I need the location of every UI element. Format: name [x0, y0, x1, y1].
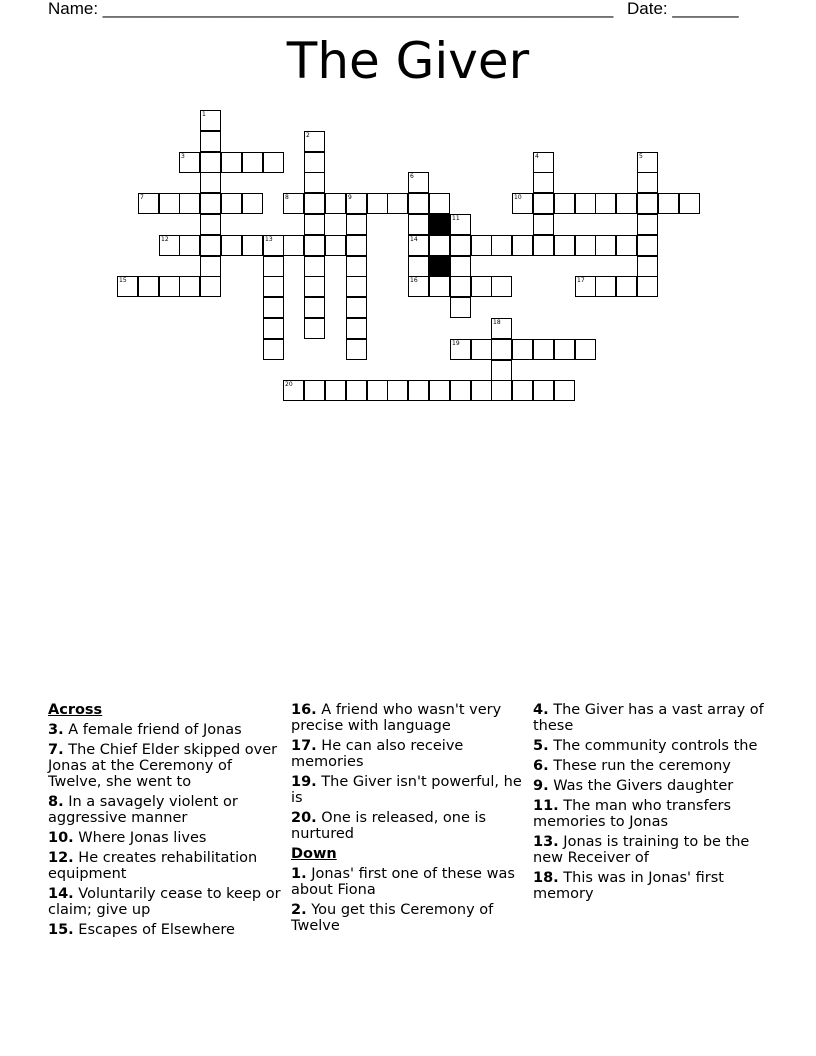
clue-across-17: [291, 738, 527, 770]
clue-number: 6.: [533, 758, 549, 774]
clue-text: He can also receive memories: [291, 738, 464, 770]
grid-cell[interactable]: [408, 193, 429, 214]
clue-number-label: 4: [535, 153, 539, 160]
grid-cell[interactable]: [491, 318, 512, 339]
clue-down-5: [533, 738, 769, 754]
clue-number-label: 8: [285, 194, 289, 201]
grid-cell[interactable]: [491, 276, 512, 297]
clue-number: 8.: [48, 794, 64, 810]
clue-number-label: 7: [140, 194, 144, 201]
clue-across-10: [48, 830, 284, 846]
clue-number: 5.: [533, 738, 549, 754]
grid-cell[interactable]: [616, 193, 637, 214]
grid-cell[interactable]: [408, 256, 429, 277]
grid-cell[interactable]: [429, 276, 450, 297]
clue-text: Jonas' first one of these was about Fiona: [291, 866, 515, 898]
clue-text: Jonas is training to be the new Receiver of: [533, 834, 750, 866]
clue-number: 15.: [48, 922, 74, 938]
grid-cell[interactable]: [325, 193, 346, 214]
clue-down-1: [291, 866, 527, 898]
grid-cell[interactable]: [179, 152, 200, 173]
grid-cell-shaded: [429, 214, 450, 235]
clue-number: 20.: [291, 810, 317, 826]
grid-cell[interactable]: [554, 193, 575, 214]
clue-number-label: 17: [577, 277, 585, 284]
clue-number: 9.: [533, 778, 549, 794]
grid-cell[interactable]: [304, 172, 325, 193]
grid-cell[interactable]: [512, 380, 533, 401]
clue-number-label: 19: [452, 340, 460, 347]
grid-cell[interactable]: [429, 380, 450, 401]
grid-cell[interactable]: [387, 193, 408, 214]
grid-cell[interactable]: [200, 152, 221, 173]
grid-cell[interactable]: [346, 339, 367, 360]
across-heading: Across: [48, 702, 103, 718]
grid-cell[interactable]: [138, 276, 159, 297]
clue-number-label: 20: [285, 381, 293, 388]
crossword-grid: [0, 0, 816, 420]
grid-cell[interactable]: [637, 214, 658, 235]
grid-cell[interactable]: [367, 193, 388, 214]
grid-cell[interactable]: [533, 339, 554, 360]
clue-text: The Giver has a vast array of these: [533, 702, 764, 734]
grid-cell[interactable]: [450, 297, 471, 318]
clue-number: 19.: [291, 774, 317, 790]
grid-cell[interactable]: [408, 276, 429, 297]
grid-cell[interactable]: [304, 256, 325, 277]
grid-cell[interactable]: [242, 193, 263, 214]
clue-down-13: [533, 834, 769, 866]
clue-number-label: 3: [181, 153, 185, 160]
grid-cell[interactable]: [263, 276, 284, 297]
grid-cell[interactable]: [595, 235, 616, 256]
clue-number: 4.: [533, 702, 549, 718]
grid-cell[interactable]: [304, 152, 325, 173]
clue-text: The community controls the: [553, 738, 758, 754]
grid-cell[interactable]: [408, 172, 429, 193]
grid-cell[interactable]: [304, 131, 325, 152]
grid-cell[interactable]: [200, 214, 221, 235]
grid-cell[interactable]: [471, 339, 492, 360]
grid-cell[interactable]: [325, 380, 346, 401]
grid-cell[interactable]: [408, 214, 429, 235]
grid-cell[interactable]: [616, 276, 637, 297]
clue-down-11: [533, 798, 769, 830]
grid-cell[interactable]: [471, 235, 492, 256]
grid-cell[interactable]: [346, 318, 367, 339]
grid-cell[interactable]: [658, 193, 679, 214]
grid-cell[interactable]: [138, 193, 159, 214]
clue-number: 16.: [291, 702, 317, 718]
clue-text: The Giver isn't powerful, he is: [291, 774, 522, 806]
grid-cell[interactable]: [159, 193, 180, 214]
clue-number: 11.: [533, 798, 559, 814]
clue-number-label: 6: [410, 173, 414, 180]
clue-number: 2.: [291, 902, 307, 918]
clue-text: One is released, one is nurtured: [291, 810, 487, 842]
grid-cell[interactable]: [491, 235, 512, 256]
grid-cell[interactable]: [242, 235, 263, 256]
clue-down-2: [291, 902, 527, 934]
clue-across-7: [48, 742, 284, 790]
grid-cell[interactable]: [200, 172, 221, 193]
grid-cell[interactable]: [346, 256, 367, 277]
grid-cell[interactable]: [117, 276, 138, 297]
clue-number: 7.: [48, 742, 64, 758]
clue-number: 10.: [48, 830, 74, 846]
grid-cell[interactable]: [595, 193, 616, 214]
grid-cell[interactable]: [429, 193, 450, 214]
grid-cell[interactable]: [679, 193, 700, 214]
grid-cell[interactable]: [491, 360, 512, 381]
clue-text: Where Jonas lives: [78, 830, 207, 846]
clue-number-label: 18: [493, 319, 501, 326]
grid-cell[interactable]: [304, 276, 325, 297]
grid-cell[interactable]: [637, 152, 658, 173]
clue-across-19: [291, 774, 527, 806]
clue-text: In a savagely violent or aggressive manner: [48, 794, 238, 826]
grid-cell[interactable]: [221, 235, 242, 256]
clue-number: 17.: [291, 738, 317, 754]
grid-cell[interactable]: [221, 152, 242, 173]
clue-number-label: 5: [639, 153, 643, 160]
grid-cell[interactable]: [179, 276, 200, 297]
grid-cell[interactable]: [533, 172, 554, 193]
grid-cell[interactable]: [450, 256, 471, 277]
clue-text: The man who transfers memories to Jonas: [533, 798, 732, 830]
grid-cell[interactable]: [283, 193, 304, 214]
grid-cell-shaded: [429, 256, 450, 277]
clue-number-label: 12: [161, 236, 169, 243]
grid-cell[interactable]: [263, 297, 284, 318]
grid-cell[interactable]: [325, 235, 346, 256]
grid-cell[interactable]: [491, 339, 512, 360]
grid-cell[interactable]: [471, 276, 492, 297]
grid-cell[interactable]: [429, 235, 450, 256]
grid-cell[interactable]: [200, 276, 221, 297]
grid-cell[interactable]: [346, 297, 367, 318]
grid-cell[interactable]: [533, 152, 554, 173]
clue-number-label: 13: [265, 236, 273, 243]
grid-cell[interactable]: [637, 172, 658, 193]
grid-cell[interactable]: [408, 235, 429, 256]
grid-cell[interactable]: [450, 235, 471, 256]
grid-cell[interactable]: [512, 193, 533, 214]
grid-cell[interactable]: [471, 380, 492, 401]
clue-number-label: 16: [410, 277, 418, 284]
clue-number-label: 14: [410, 236, 418, 243]
grid-cell[interactable]: [637, 256, 658, 277]
grid-cell[interactable]: [346, 193, 367, 214]
clue-number: 18.: [533, 870, 559, 886]
grid-cell[interactable]: [367, 380, 388, 401]
grid-cell[interactable]: [637, 235, 658, 256]
clue-column-1: [48, 702, 284, 942]
clue-number-label: 9: [348, 194, 352, 201]
grid-cell[interactable]: [221, 193, 242, 214]
grid-cell[interactable]: [512, 339, 533, 360]
grid-cell[interactable]: [450, 380, 471, 401]
clue-text: Voluntarily cease to keep or claim; give up: [48, 886, 281, 918]
grid-cell[interactable]: [200, 256, 221, 277]
clue-number: 1.: [291, 866, 307, 882]
grid-cell[interactable]: [450, 276, 471, 297]
clue-down-18: [533, 870, 769, 902]
clue-text: The Chief Elder skipped over Jonas at the Ceremony of Twelve, she went to: [48, 742, 278, 790]
grid-cell[interactable]: [575, 235, 596, 256]
clue-across-16: [291, 702, 527, 734]
grid-cell[interactable]: [200, 110, 221, 131]
date-field: Date: _______: [627, 0, 739, 18]
clue-text: These run the ceremony: [553, 758, 731, 774]
grid-cell[interactable]: [263, 339, 284, 360]
clue-across-8: [48, 794, 284, 826]
grid-cell[interactable]: [491, 380, 512, 401]
name-field: Name: ______________________________________________________: [48, 0, 614, 18]
grid-cell[interactable]: [304, 318, 325, 339]
grid-cell[interactable]: [283, 380, 304, 401]
clue-text: Escapes of Elsewhere: [78, 922, 235, 938]
clue-text: Was the Givers daughter: [553, 778, 734, 794]
grid-cell[interactable]: [616, 235, 637, 256]
grid-cell[interactable]: [387, 380, 408, 401]
clue-text: A friend who wasn't very precise with language: [291, 702, 502, 734]
clue-across-12: [48, 850, 284, 882]
grid-cell[interactable]: [179, 235, 200, 256]
grid-cell[interactable]: [159, 276, 180, 297]
grid-cell[interactable]: [450, 339, 471, 360]
clue-down-6: [533, 758, 769, 774]
clue-across-14: [48, 886, 284, 918]
grid-cell[interactable]: [533, 235, 554, 256]
clue-number: 14.: [48, 886, 74, 902]
grid-cell[interactable]: [200, 193, 221, 214]
grid-cell[interactable]: [263, 256, 284, 277]
clue-column-2: [291, 702, 527, 938]
grid-cell[interactable]: [554, 235, 575, 256]
page-title: The Giver: [286, 32, 530, 90]
grid-cell[interactable]: [304, 297, 325, 318]
grid-cell[interactable]: [346, 380, 367, 401]
clue-down-4: [533, 702, 769, 734]
grid-cell[interactable]: [346, 235, 367, 256]
grid-cell[interactable]: [533, 193, 554, 214]
grid-cell[interactable]: [554, 380, 575, 401]
grid-cell[interactable]: [263, 152, 284, 173]
grid-cell[interactable]: [179, 193, 200, 214]
grid-cell[interactable]: [450, 214, 471, 235]
grid-cell[interactable]: [304, 214, 325, 235]
clue-number: 3.: [48, 722, 64, 738]
grid-cell[interactable]: [533, 380, 554, 401]
grid-cell[interactable]: [575, 193, 596, 214]
grid-cell[interactable]: [575, 339, 596, 360]
grid-cell[interactable]: [304, 380, 325, 401]
clue-column-3: [533, 702, 769, 906]
grid-cell[interactable]: [304, 193, 325, 214]
clue-number-label: 1: [202, 111, 206, 118]
clue-text: This was in Jonas' first memory: [533, 870, 724, 902]
clue-across-3: [48, 722, 284, 738]
grid-cell[interactable]: [533, 214, 554, 235]
clue-number-label: 2: [306, 132, 310, 139]
clue-number-label: 11: [452, 215, 460, 222]
grid-cell[interactable]: [283, 235, 304, 256]
grid-cell[interactable]: [263, 318, 284, 339]
clue-across-20: [291, 810, 527, 842]
grid-cell[interactable]: [159, 235, 180, 256]
grid-cell[interactable]: [637, 276, 658, 297]
grid-cell[interactable]: [200, 235, 221, 256]
clue-text: He creates rehabilitation equipment: [48, 850, 258, 882]
clue-number-label: 10: [514, 194, 522, 201]
grid-cell[interactable]: [263, 235, 284, 256]
clue-number: 12.: [48, 850, 74, 866]
clue-down-9: [533, 778, 769, 794]
down-heading: Down: [291, 846, 337, 862]
grid-cell[interactable]: [408, 380, 429, 401]
grid-cell[interactable]: [575, 276, 596, 297]
grid-cell[interactable]: [304, 235, 325, 256]
grid-cell[interactable]: [346, 276, 367, 297]
grid-cell[interactable]: [637, 193, 658, 214]
grid-cell[interactable]: [512, 235, 533, 256]
grid-cell[interactable]: [554, 339, 575, 360]
clue-text: You get this Ceremony of Twelve: [291, 902, 494, 934]
clue-number-label: 15: [119, 277, 127, 284]
clue-across-15: [48, 922, 284, 938]
grid-cell[interactable]: [200, 131, 221, 152]
clue-text: A female friend of Jonas: [68, 722, 242, 738]
grid-cell[interactable]: [595, 276, 616, 297]
grid-cell[interactable]: [346, 214, 367, 235]
grid-cell[interactable]: [242, 152, 263, 173]
clue-number: 13.: [533, 834, 559, 850]
